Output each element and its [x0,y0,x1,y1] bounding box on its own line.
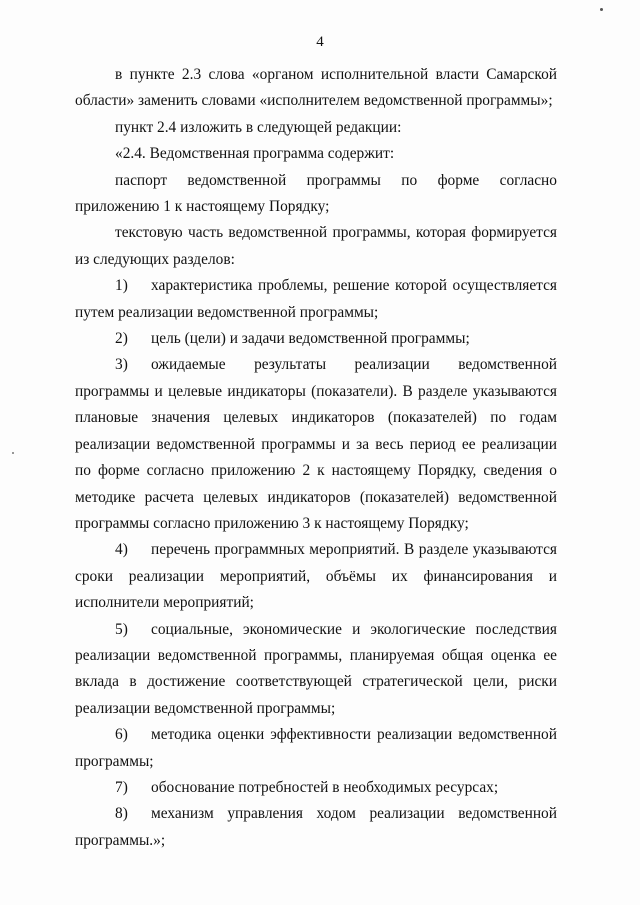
list-item-number: 8) [115,805,128,823]
list-item-text: цель (цели) и задачи ведомственной программы; [151,330,470,348]
paragraph: в пункте 2.3 слова «органом исполнительной власти Самарской области» заменить словами «исполнителем ведомственной программы»; [75,66,557,110]
list-item [75,722,557,775]
list-item-number: 6) [115,726,128,744]
paragraph: «2.4. Ведомственная программа содержит: [115,145,395,163]
list-item-number: 7) [115,778,128,796]
list-item-text: социальные, экономические и экологические последствия реализации ведомственной программы, планируемая общая оценка ее вклада в достижение соответствующей стратегической цели, риски реализации ведомственной программы; [75,620,557,717]
paragraph: текстовую часть ведомственной программы, которая формируется из следующих разделов: [75,224,557,268]
list-item-text: характеристика проблемы, решение которой осуществляется путем реализации ведомственной программы; [75,277,557,321]
list-item-text: механизм управления ходом реализации ведомственной программы.»; [75,805,557,849]
paragraph: паспорт ведомственной программы по форме согласно приложению 1 к настоящему Порядку; [75,171,557,216]
list-item-number: 3) [115,356,128,374]
list-item [75,775,557,801]
list-item-number: 1) [115,277,128,295]
list-item-number: 5) [115,620,128,638]
list-item [75,352,557,537]
list-item [75,273,557,326]
list-item-number: 4) [115,541,128,559]
paragraph: пункт 2.4 изложить в следующей редакции: [115,118,402,136]
list-item [75,617,557,723]
list-item-text: перечень программных мероприятий. В разделе указываются сроки реализации мероприятий, объёмы их финансирования и исполнители мероприятий; [75,541,557,612]
list-item [75,801,557,854]
scan-speck [12,452,14,454]
list-item [75,326,557,352]
list-item [75,537,557,616]
list-item-number: 2) [115,330,128,348]
list-item-text: ожидаемые результаты реализации ведомственной программы и целевые индикаторы (показатели). В разделе указываются плановые значения целевых индикаторов (показателей) по годам реализации ведомственной программы и за весь период ее реализации по форме согласно приложению 2 к настоящему Порядку, сведения о методике расчета целевых индикаторов (показателей) ведомственной программы согласно приложению 3 к настоящему Порядку; [75,356,557,532]
list-item-text: обоснование потребностей в необходимых ресурсах; [151,778,499,796]
list-item-text: методика оценки эффективности реализации ведомственной программы; [75,726,557,770]
page-number: 4 [316,34,324,50]
scan-speck [600,8,603,11]
document-body [75,62,557,854]
